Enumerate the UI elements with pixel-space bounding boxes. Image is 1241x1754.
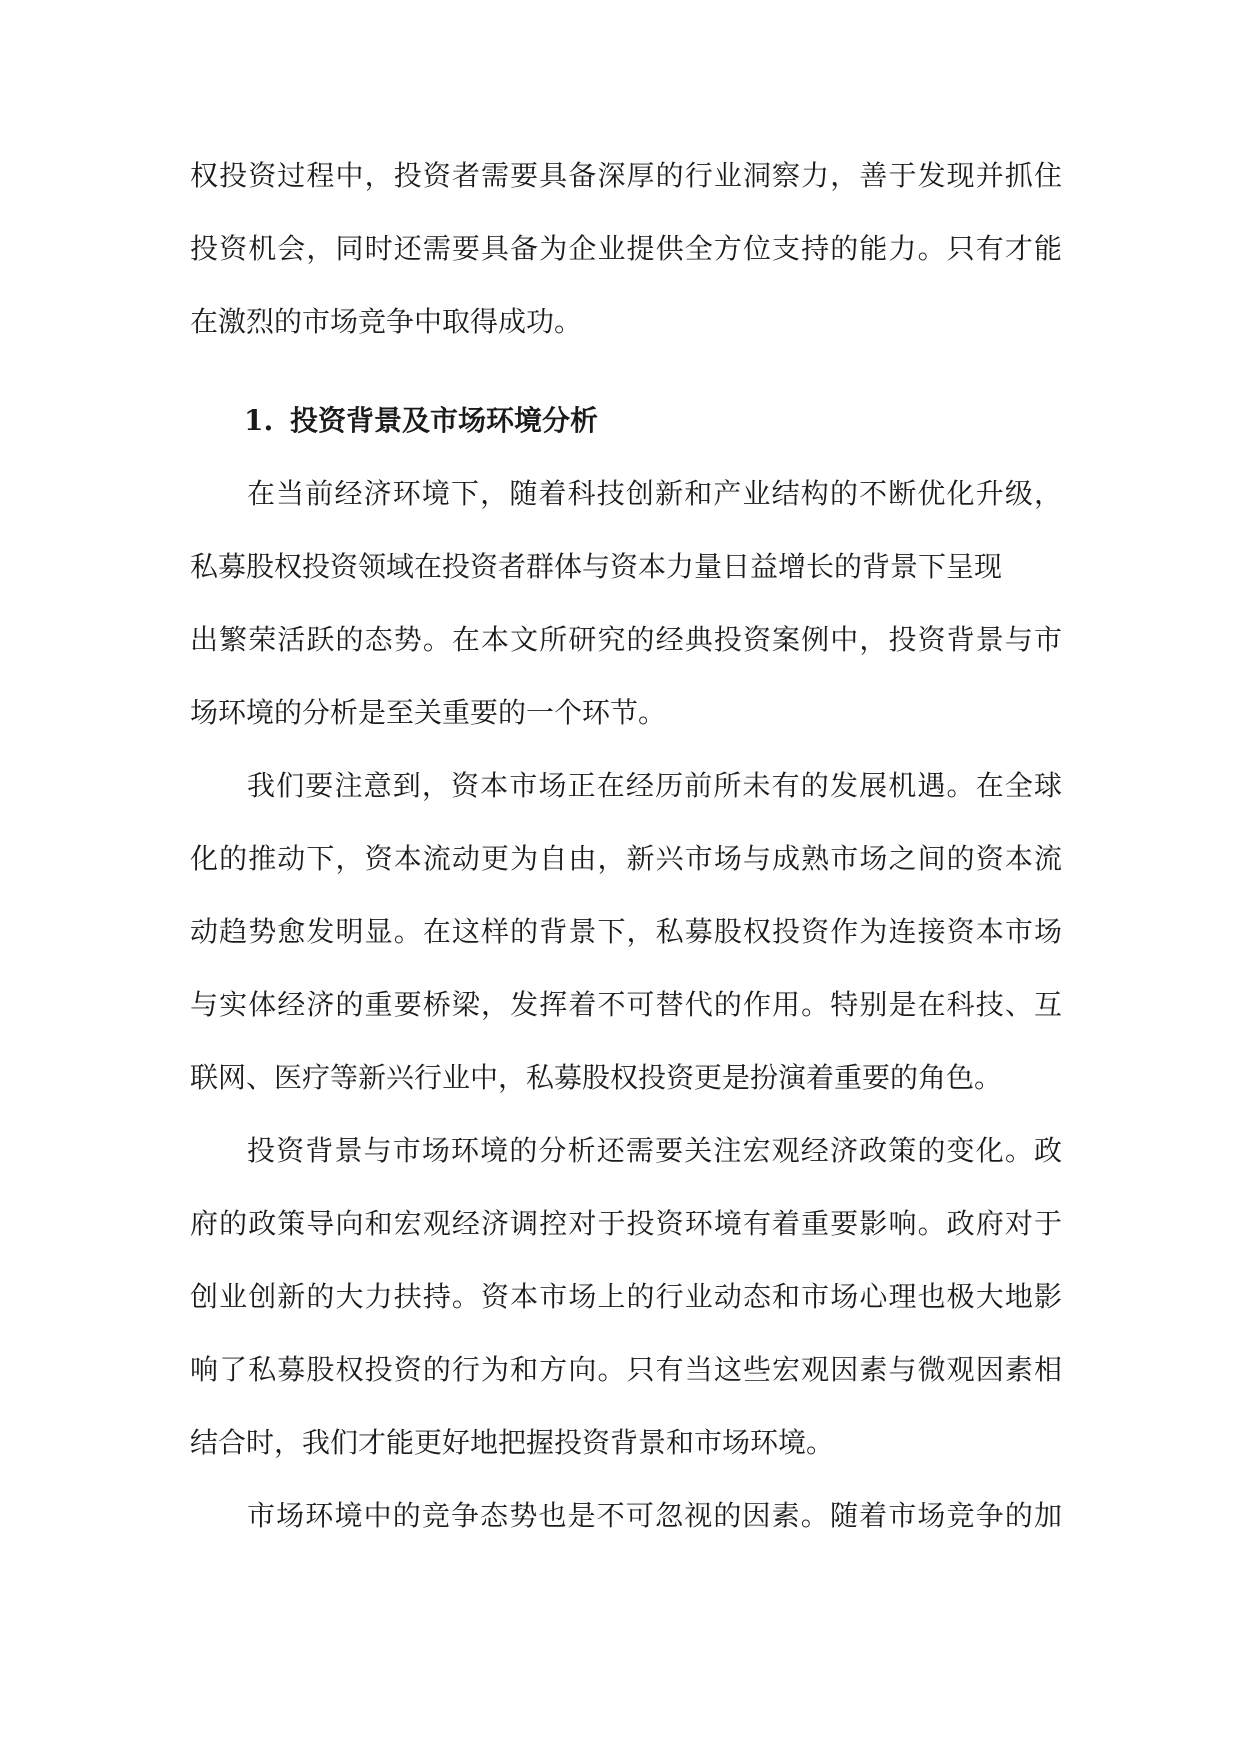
text-line: 我们要注意到，资本市场正在经历前所未有的发展机遇。在全球 [247,769,1062,802]
text-line: 响了私募股权投资的行为和方向。只有当这些宏观因素与微观因素相 [190,1353,1062,1386]
paragraph [190,146,1062,365]
paragraph [190,1486,1062,1559]
text-line: 出繁荣活跃的态势。在本文所研究的经典投资案例中，投资背景与市 [190,623,1062,656]
text-line: 府的政策导向和宏观经济调控对于投资环境有着重要影响。政府对于 [190,1207,1062,1240]
text-line: 联网、医疗等新兴行业中，私募股权投资更是扮演着重要的角色。 [190,1061,1003,1094]
text-line: 动趋势愈发明显。在这样的背景下，私募股权投资作为连接资本市场 [190,915,1062,948]
text-line: 场环境的分析是至关重要的一个环节。 [190,696,667,729]
paragraph [190,464,1062,756]
document-body [190,146,1062,1559]
text-line: 化的推动下，资本流动更为自由，新兴市场与成熟市场之间的资本流 [190,842,1062,875]
section-number: 1. [244,404,274,437]
text-line: 投资背景与市场环境的分析还需要关注宏观经济政策的变化。政 [247,1134,1062,1167]
text-line: 在激烈的市场竞争中取得成功。 [190,305,583,338]
text-line: 在当前经济环境下，随着科技创新和产业结构的不断优化升级， [247,477,1062,510]
text-line: 结合时，我们才能更好地把握投资背景和市场环境。 [190,1426,835,1459]
text-line: 与实体经济的重要桥梁，发挥着不可替代的作用。特别是在科技、互 [190,988,1062,1021]
text-line: 投资机会，同时还需要具备为企业提供全方位支持的能力。只有才能 [190,232,1062,265]
section-heading [190,391,1062,464]
text-line: 市场环境中的竞争态势也是不可忽视的因素。随着市场竞争的加 [247,1499,1062,1532]
paragraph [190,1121,1062,1486]
paragraph [190,756,1062,1121]
text-line: 权投资过程中，投资者需要具备深厚的行业洞察力，善于发现并抓住 [190,159,1062,192]
text-line: 私募股权投资领域在投资者群体与资本力量日益增长的背景下呈现 [190,550,1003,583]
text-line: 创业创新的大力扶持。资本市场上的行业动态和市场心理也极大地影 [190,1280,1062,1313]
section-title: 投资背景及市场环境分析 [290,404,599,437]
